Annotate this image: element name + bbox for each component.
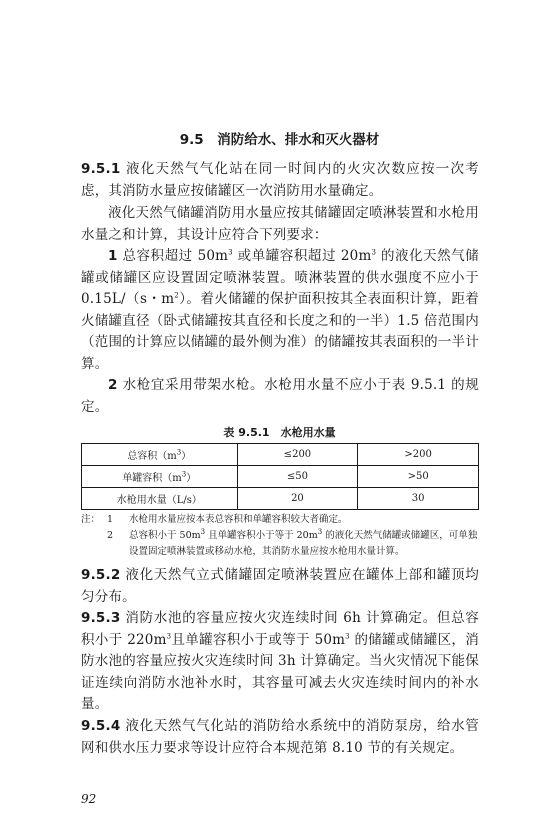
superscript: 2 — [174, 291, 179, 300]
clause-text: 液化天然气立式储罐固定喷淋装置应在罐体上部和罐顶均匀分布。 — [81, 567, 480, 605]
table-caption: 表 9.5.1 水枪用水量 — [223, 426, 336, 439]
clause-text-b: 且单罐容积小于或等于 50m — [171, 631, 346, 648]
note-text: 总容积小于 $50m^3$ 且单罐容积小于等于 $20m^3$ 的液化天然气储罐或储罐区，可单独设置固定喷淋装置或移动水枪，其消防水量应按水枪用水量计算。 — [129, 527, 478, 557]
list-item-1 — [81, 246, 479, 375]
table-notes — [81, 512, 481, 560]
row-label: 水枪用水量（L/s） — [82, 488, 238, 510]
table-cell: >50 — [358, 466, 479, 488]
clause-text-c: 的储罐或储罐区，消防水池的容量应按火灾连续时间 3h 计算确定。当火灾情况下能保证连续向消防水池补水时，其容量可减去火灾连续时间内的补水量。 — [81, 631, 479, 712]
row-label: 单罐容积$(m^3)$ — [82, 466, 238, 488]
table-row — [82, 466, 479, 488]
clause-text: 液化天然气气化站在同一时间内的火灾次数应按一次考虑，其消防水量应按储罐区一次消防用水量确定。 — [81, 161, 479, 199]
superscript: 3 — [371, 248, 377, 257]
clause-9-5-4 — [81, 716, 479, 759]
table-cell: >200 — [358, 444, 479, 466]
list-item-2 — [81, 375, 479, 418]
note-index: 1 — [107, 514, 114, 525]
table-row — [82, 488, 479, 510]
item-text: 水枪宜采用带架水枪。水枪用水量不应小于表 9.5.1 的规定。 — [81, 377, 480, 415]
section-title: 9.5 消防给水、排水和灭火器材 — [179, 132, 380, 148]
note-index: 2 — [107, 530, 114, 541]
superscript: 3 — [166, 632, 172, 640]
table-cell: 30 — [358, 488, 479, 510]
superscript: 3 — [345, 632, 350, 640]
table-cell: 20 — [237, 488, 358, 510]
water-gun-table — [81, 443, 479, 510]
item-text-d: ）。着火储罐的保护面积按其全表面积计算，距着火储罐直径（卧式储罐按其直径和长度之和的一半）1.5 倍范围内（范围的计算应以储罐的最外侧为准）的储罐按其表面积的一半计算。 — [81, 291, 479, 372]
note-label: 注： — [81, 514, 101, 525]
note-item — [81, 528, 481, 560]
clause-number: 9.5.3 — [81, 610, 121, 626]
clause-9-5-1 — [81, 159, 479, 202]
row-label: 总容积$(m^3)$ — [82, 444, 238, 466]
item-text-c: 的液化天然气储罐或储罐区应设置固定喷淋装置。喷淋装置的供水强度不应小于 0.15L/（s・m — [81, 248, 479, 307]
item-text-a: 总容积超过 50m — [122, 248, 229, 264]
clause-text-a: 消防水池的容量应按火灾连续时间 6h 计算确定。但总容积小于 220m — [81, 610, 479, 648]
note-text: 水枪用水量应按本表总容积和单罐容积较大者确定。 — [129, 514, 348, 525]
superscript: 3 — [228, 248, 233, 257]
table-cell: ≤200 — [237, 444, 358, 466]
clause-number: 9.5.2 — [81, 567, 121, 583]
table-cell: ≤50 — [237, 466, 358, 488]
item-text-b: 或单罐容积超过 20m — [232, 248, 372, 264]
note-item — [81, 512, 481, 528]
clause-9-5-3 — [81, 608, 479, 716]
item-number: 2 — [108, 377, 118, 393]
page-number: 92 — [81, 792, 97, 806]
clause-text: 液化天然气气化站的消防给水系统中的消防泵房，给水管网和供水压力要求等设计应符合本规范第 8.10 节的有关规定。 — [81, 718, 480, 756]
paragraph-sprinkler-intro: 液化天然气储罐消防用水量应按其储罐固定喷淋装置和水枪用水量之和计算，其设计应符合下列要求： — [81, 205, 479, 243]
clause-number: 9.5.1 — [81, 161, 121, 177]
clause-9-5-2 — [81, 565, 479, 608]
item-number: 1 — [108, 248, 118, 264]
clause-number: 9.5.4 — [81, 718, 121, 734]
table-row — [82, 444, 479, 466]
